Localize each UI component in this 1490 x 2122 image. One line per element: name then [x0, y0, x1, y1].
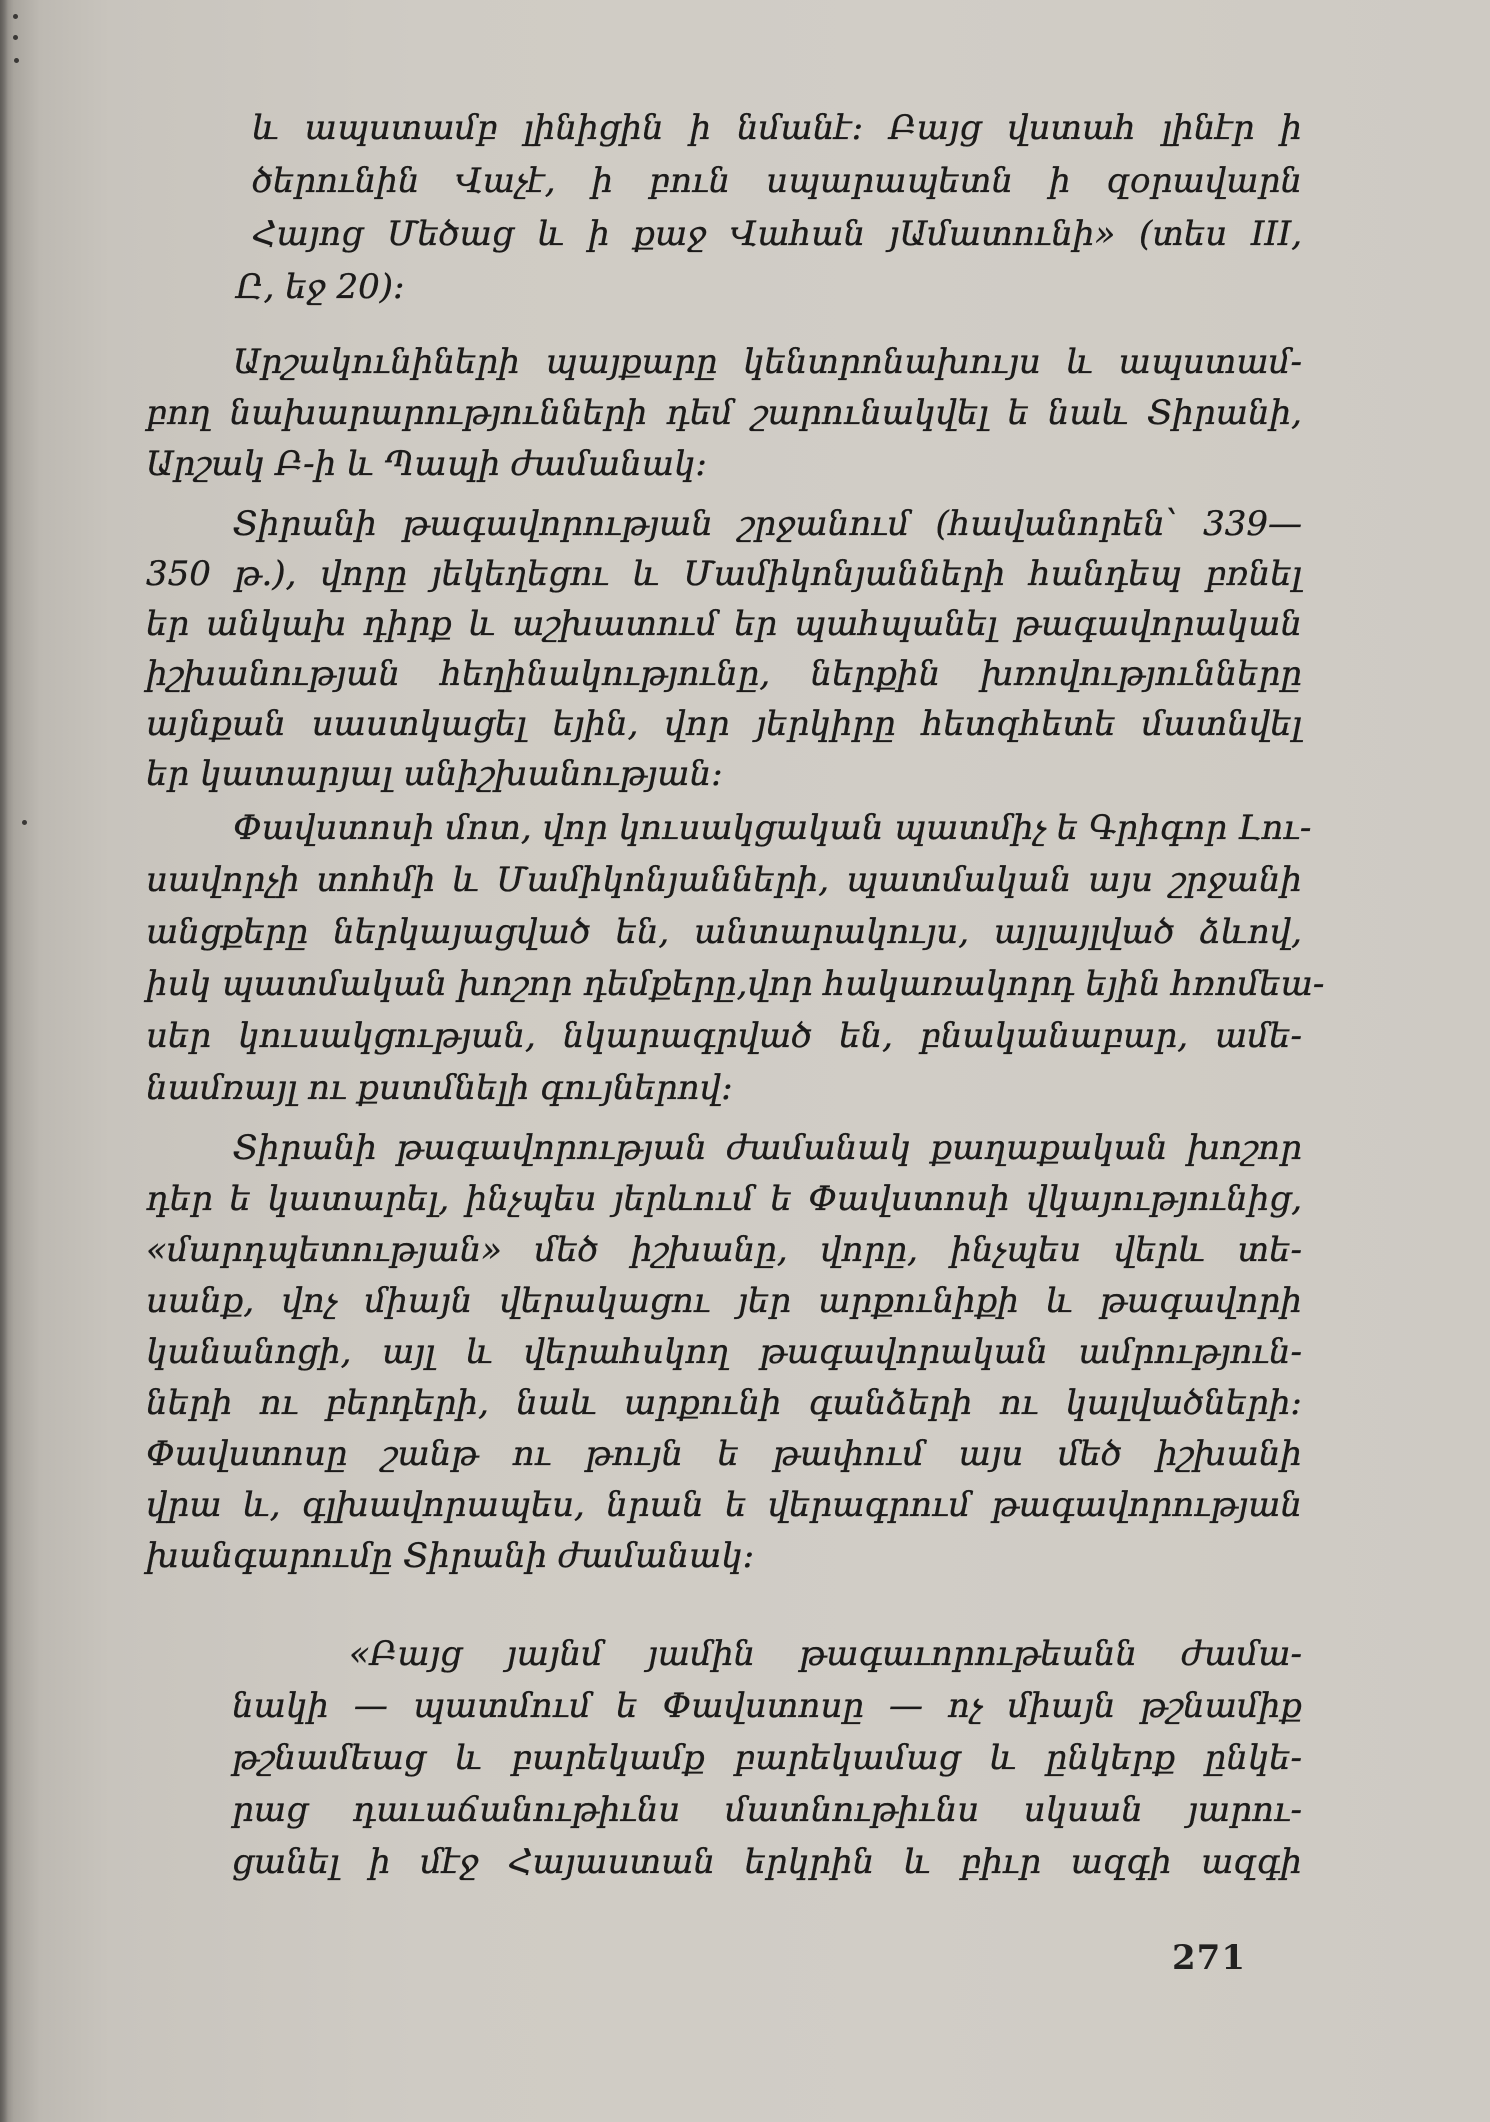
- text-line: դեր ե կատարել, ինչպես յերևում ե Փավստոսի վկայությունից,: [146, 1179, 1302, 1219]
- text-line: սեր կուսակցության, նկարագրված են, բնականաբար, ամե-: [146, 1016, 1302, 1056]
- text-line: իշխանության հեղինակությունը, ներքին խռովությունները: [146, 654, 1302, 694]
- text-line: Ը, եջ 20)։: [236, 267, 405, 307]
- paragraph: [146, 1123, 1302, 1582]
- text-line: 350 թ.), վորը յեկեղեցու և Մամիկոնյանների հանդեպ բռնել: [146, 554, 1302, 594]
- paragraph: [146, 802, 1325, 1114]
- text-line: «մարդպետության» մեծ իշխանը, վորը, ինչպես վերև տե-: [146, 1230, 1302, 1270]
- paragraph: [146, 337, 1302, 490]
- quote-continuation: [236, 102, 1302, 314]
- scan-speck: [13, 14, 18, 19]
- text-line: և ապստամբ լինիցին ի նմանէ։ Բայց վստահ լինէր ի: [252, 108, 1302, 148]
- scan-speck: [14, 58, 19, 63]
- text-line: իսկ պատմական խոշոր դեմքերը,վոր հակառակորդ եյին հռոմեա-: [146, 964, 1325, 1004]
- text-line: կանանոցի, այլ և վերահսկող թագավորական ամրություն-: [146, 1332, 1302, 1372]
- text-line: Հայոց Մեծաց և ի քաջ Վահան յԱմատունի» (տես III,: [252, 214, 1302, 254]
- text-line: խանգարումը Տիրանի ժամանակ։: [146, 1536, 755, 1576]
- gutter-shadow: [0, 0, 8, 2122]
- text-line: սանք, վոչ միայն վերակացու յեր արքունիքի և թագավորի: [146, 1281, 1302, 1321]
- paragraph: [146, 499, 1302, 799]
- text-line: անցքերը ներկայացված են, անտարակույս, այլայլված ձևով,: [146, 912, 1302, 952]
- text-line: ծերունին Վաչէ, ի բուն սպարապետն ի զօրավարն: [252, 161, 1302, 201]
- text-line: եր անկախ դիրք և աշխատում եր պահպանել թագավորական: [146, 604, 1302, 644]
- text-line: Փավստոսի մոտ, վոր կուսակցական պատմիչ ե Գրիգոր Լու-: [233, 808, 1312, 848]
- text-line: ցանել ի մէջ Հայաստան երկրին և բիւր ազգի ազգի: [232, 1842, 1302, 1882]
- scan-speck: [22, 820, 27, 825]
- block-quote: [232, 1628, 1302, 1888]
- text-line: Փավստոսը շանթ ու թույն ե թափում այս մեծ իշխանի: [146, 1434, 1302, 1474]
- text-line: թշնամեաց և բարեկամք բարեկամաց և ընկերք ընկե-: [232, 1738, 1302, 1778]
- text-line: ների ու բերդերի, նաև արքունի գանձերի ու կալվածների։: [146, 1383, 1302, 1423]
- text-line: եր կատարյալ անիշխանության։: [146, 754, 723, 794]
- text-line: «Բայց յայնմ յամին թագաւորութեանն ժամա-: [349, 1634, 1302, 1674]
- scan-speck: [13, 35, 18, 40]
- text-line: Արշակ Բ-ի և Պապի ժամանակ։: [146, 444, 707, 484]
- text-line: այնքան սաստկացել եյին, վոր յերկիրը հետզհետե մատնվել: [146, 704, 1302, 744]
- text-line: նակի — պատմում ե Փավստոսը — ոչ միայն թշնամիք: [232, 1686, 1302, 1726]
- text-line: բող նախարարությունների դեմ շարունակվել ե նաև Տիրանի,: [146, 393, 1302, 433]
- text-line: վրա և, գլխավորապես, նրան ե վերագրում թագավորության: [146, 1485, 1302, 1525]
- page-number: 271: [1172, 1938, 1246, 1978]
- text-line: Տիրանի թագավորության շրջանում (հավանորեն՝ 339—: [233, 504, 1302, 544]
- text-line: նամռայլ ու քստմնելի գույներով։: [146, 1068, 733, 1108]
- text-line: սավորչի տոհմի և Մամիկոնյանների, պատմական այս շրջանի: [146, 860, 1302, 900]
- text-line: Տիրանի թագավորության ժամանակ քաղաքական խոշոր: [233, 1128, 1302, 1168]
- text-line: Արշակունիների պայքարը կենտրոնախույս և ապստամ-: [233, 342, 1302, 382]
- text-line: րաց դաւաճանութիւնս մատնութիւնս սկսան յարու-: [232, 1790, 1302, 1830]
